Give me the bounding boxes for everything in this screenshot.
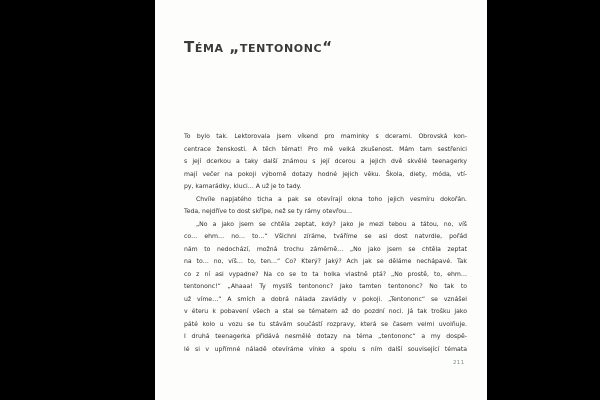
text-line: Teda, nejdříve to dost skřípe, než se ty rámy otevřou… [184,208,353,215]
text-line: I druhá teenagerka přidává nesmělé dotazy na téma „tentononc“ a my dospě- [184,333,467,340]
text-line: To bylo tak. Lektorovala jsem víkend pro maminky s dcerami. Obrovská kon- [184,133,467,140]
chapter-title: Téma „tentononc“ [184,38,333,56]
text-line: co… ehm… no… to…“ Všichni zíráme, tváříme se asi dost natvrdle, pořád [184,233,467,240]
text-line: centrace ženskosti. A těch témat! Pro mě velká zkušenost. Mám tam sestřenici [184,145,467,153]
chapter-body-text [184,131,467,356]
text-line: py, kamarádky, kluci… A už je to tady. [184,183,302,190]
text-line: nám to nedochází, možná trochu záměrně… „No jako jsem se chtěla zeptat [184,245,467,253]
text-line: co z ní asi vypadne? Na co se to ta holka vlastně ptá? „No prostě, to, ehm… [184,270,467,278]
text-line: tentononc!“ „Ahaaa! Ty myslíš tentononc? Jako tamten tentononc? No tak to [184,283,467,290]
text-line: lé si v upřímné náladě otevíráme vínko a spolu s ním další související témata [184,345,467,353]
text-line: už víme…“ A smích a dobrá nálada zavládly v pokoji. „Tentononc“ se vznášel [184,295,467,303]
text-line: s její dcerkou a taky další známou s její dcerou a jejich dvě skvělé teenagerky [184,158,467,165]
text-line: v éteru k pobavení všech a stal se tématem až do pozdní noci. Já tak trošku jako [184,308,467,315]
text-line: mají večer na pokoji výborně dotazy hodné jejich věku. Škola, diety, móda, vtí- [184,170,467,178]
text-line: Chvíle napjatého ticha a pak se otevírají okna toho jejich vesmíru dokořán. [196,195,467,203]
page-number: 211 [453,360,465,366]
book-page [155,0,487,400]
text-line: páté kolo u vozu se tu stávám součástí rozpravy, která se časem velmi uvolňuje. [184,320,467,328]
text-line: na to… no, víš… to, ten…“ Co? Který? Jaký? Ach jak se děláme nechápavé. Tak [184,258,467,265]
text-line: „No a jako jsem se chtěla zeptat, kdy? jako je mezi tebou a tátou, no, víš [196,220,467,228]
